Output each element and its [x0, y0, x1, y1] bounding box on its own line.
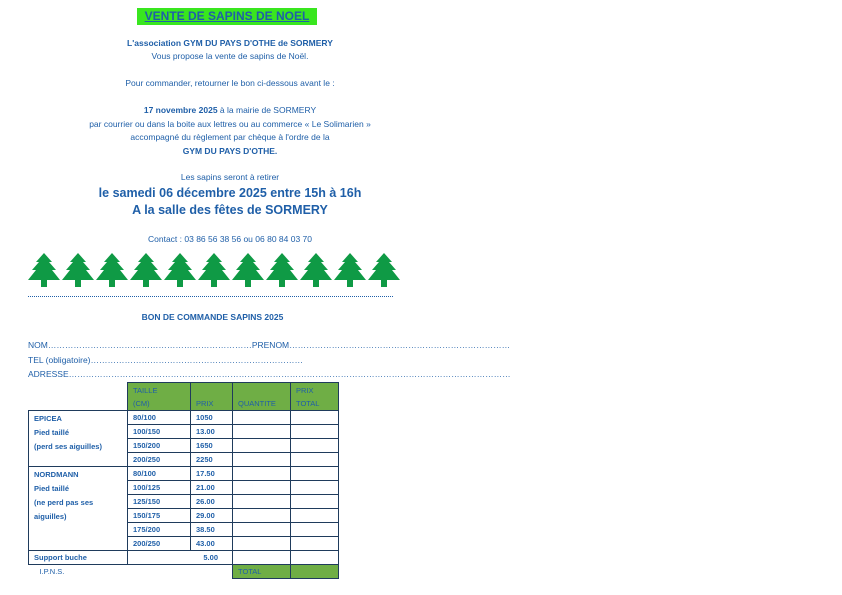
- tree-icon: [95, 252, 129, 289]
- order-table: [28, 382, 339, 579]
- cut-line: [28, 296, 393, 297]
- price-cell: 2250: [191, 453, 233, 467]
- size-cell: 125/150: [128, 495, 191, 509]
- tree-icon: [333, 252, 367, 289]
- pickup-intro: Les sapins seront à retirer: [180, 172, 280, 182]
- tree-icon: [61, 252, 95, 289]
- intro-payment: accompagné du règlement par chèque à l'ordre de la: [130, 132, 330, 142]
- nordmann-cell: NORDMANN Pied taillé (ne perd pas ses aiguilles): [29, 467, 128, 551]
- tree-icon: [163, 252, 197, 289]
- header-price: PRIX: [191, 383, 233, 411]
- quantity-cell[interactable]: [233, 411, 291, 425]
- intro-proposal: Vous propose la vente de sapins de Noël.: [151, 51, 309, 61]
- total-cell[interactable]: [291, 425, 339, 439]
- size-cell: 175/200: [128, 523, 191, 537]
- total-label: TOTAL: [233, 565, 291, 579]
- total-cell[interactable]: [291, 453, 339, 467]
- quantity-cell[interactable]: [233, 439, 291, 453]
- page-title: VENTE DE SAPINS DE NOEL: [137, 8, 317, 25]
- phone-field[interactable]: TEL (obligatoire)…………………………………………………………………: [28, 355, 304, 365]
- total-cell[interactable]: [291, 481, 339, 495]
- header-total-price: PRIX TOTAL: [291, 383, 339, 411]
- size-cell: 80/100: [128, 467, 191, 481]
- size-cell: 150/175: [128, 509, 191, 523]
- price-cell: 43.00: [191, 537, 233, 551]
- tree-icon: [299, 252, 333, 289]
- price-cell: 1050: [191, 411, 233, 425]
- price-cell: 26.00: [191, 495, 233, 509]
- intro-payee: GYM DU PAYS D'OTHE.: [182, 146, 278, 156]
- price-cell: 29.00: [191, 509, 233, 523]
- quantity-cell[interactable]: [233, 523, 291, 537]
- epicea-cell: EPICEA Pied taillé (perd ses aiguilles): [29, 411, 128, 467]
- support-total[interactable]: [291, 551, 339, 565]
- intro-delivery-methods: par courrier ou dans la boite aux lettres ou au commerce « Le Solimarien »: [89, 119, 371, 129]
- quantity-cell[interactable]: [233, 467, 291, 481]
- header-quantity: QUANTITE: [233, 383, 291, 411]
- size-cell: 200/250: [128, 453, 191, 467]
- size-cell: 100/150: [128, 425, 191, 439]
- quantity-cell[interactable]: [233, 495, 291, 509]
- quantity-cell[interactable]: [233, 425, 291, 439]
- size-cell: 80/100: [128, 411, 191, 425]
- address-field[interactable]: ADRESSE…………………………………………………………………………………………………………………………………………: [28, 369, 511, 379]
- support-quantity[interactable]: [233, 551, 291, 565]
- name-field[interactable]: NOM………………………………………………………………PRENOM……………………………………………………………………: [28, 340, 511, 350]
- tree-icon: [231, 252, 265, 289]
- intro-association: L'association GYM DU PAYS D'OTHE de SORMERY: [127, 38, 333, 48]
- quantity-cell[interactable]: [233, 453, 291, 467]
- support-price: 5.00: [128, 551, 233, 565]
- form-title: BON DE COMMANDE SAPINS 2025: [141, 312, 284, 322]
- total-cell[interactable]: [291, 523, 339, 537]
- total-cell[interactable]: [291, 467, 339, 481]
- grand-total-cell[interactable]: [291, 565, 339, 579]
- tree-row: [27, 252, 397, 289]
- intro-order-instructions: Pour commander, retourner le bon ci-dessous avant le :: [125, 78, 335, 88]
- price-cell: 1650: [191, 439, 233, 453]
- size-cell: 100/125: [128, 481, 191, 495]
- pickup-date: le samedi 06 décembre 2025 entre 15h à 16h: [98, 186, 362, 200]
- price-cell: 21.00: [191, 481, 233, 495]
- intro-deadline: [0, 104, 460, 116]
- ipns-mark: I.P.N.S.: [39, 567, 65, 577]
- header-size: TAILLE (CM): [128, 383, 191, 411]
- total-cell[interactable]: [291, 537, 339, 551]
- total-cell[interactable]: [291, 439, 339, 453]
- total-cell[interactable]: [291, 495, 339, 509]
- tree-icon: [197, 252, 231, 289]
- price-cell: 13.00: [191, 425, 233, 439]
- total-cell[interactable]: [291, 509, 339, 523]
- tree-icon: [27, 252, 61, 289]
- price-cell: 38.50: [191, 523, 233, 537]
- quantity-cell[interactable]: [233, 481, 291, 495]
- total-cell[interactable]: [291, 411, 339, 425]
- price-cell: 17.50: [191, 467, 233, 481]
- size-cell: 200/250: [128, 537, 191, 551]
- quantity-cell[interactable]: [233, 509, 291, 523]
- contact-info: Contact : 03 86 56 38 56 ou 06 80 84 03 70: [148, 234, 312, 244]
- tree-icon: [265, 252, 299, 289]
- size-cell: 150/200: [128, 439, 191, 453]
- support-label: Support buche: [29, 551, 128, 565]
- tree-icon: [129, 252, 163, 289]
- deadline-date: 17 novembre 2025: [143, 105, 218, 115]
- quantity-cell[interactable]: [233, 537, 291, 551]
- deadline-place: à la mairie de SORMERY: [217, 105, 317, 115]
- tree-icon: [367, 252, 401, 289]
- pickup-location: A la salle des fêtes de SORMERY: [132, 203, 328, 217]
